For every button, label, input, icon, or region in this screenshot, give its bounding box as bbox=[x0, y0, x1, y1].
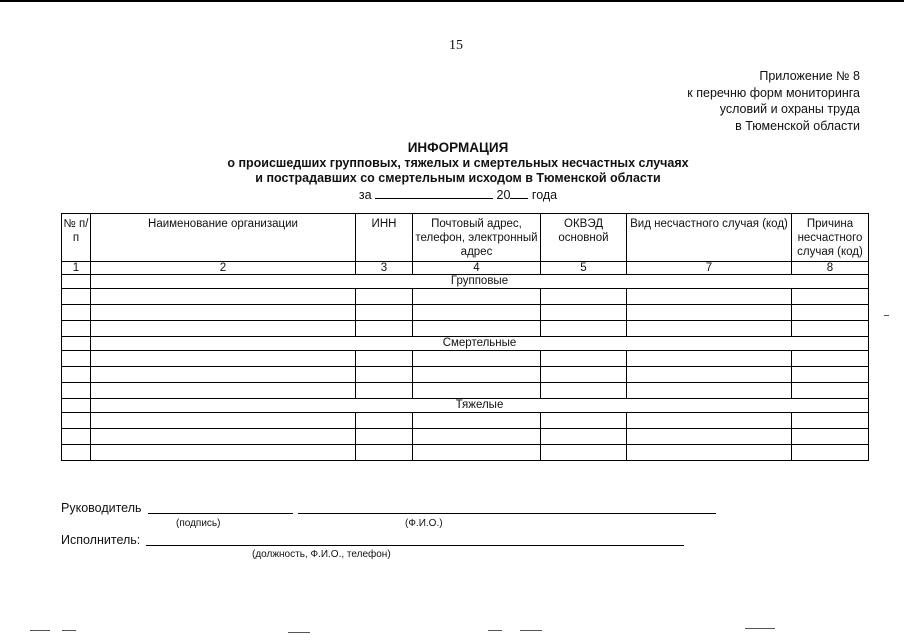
table-cell[interactable] bbox=[792, 367, 869, 383]
table-cell[interactable] bbox=[413, 289, 541, 305]
column-number: 4 bbox=[413, 262, 541, 275]
table-cell[interactable] bbox=[62, 413, 91, 429]
head-label: Руководитель bbox=[61, 501, 142, 515]
table-cell[interactable] bbox=[413, 413, 541, 429]
column-header-address: Почтовый адрес, телефон, электронный адрес bbox=[413, 214, 541, 262]
head-name-line[interactable] bbox=[298, 513, 716, 514]
column-header-accident-type: Вид несчастного случая (код) bbox=[627, 214, 792, 262]
table-cell[interactable] bbox=[91, 305, 356, 321]
table-cell[interactable] bbox=[627, 429, 792, 445]
table-cell[interactable] bbox=[792, 383, 869, 399]
table-cell[interactable] bbox=[541, 367, 627, 383]
table-cell[interactable] bbox=[541, 321, 627, 337]
scan-artifact bbox=[488, 630, 502, 631]
table-cell[interactable] bbox=[541, 383, 627, 399]
scan-artifact bbox=[884, 315, 889, 316]
column-number-row bbox=[62, 262, 869, 275]
table-cell[interactable] bbox=[356, 413, 413, 429]
table-row bbox=[62, 351, 869, 367]
table-cell[interactable] bbox=[91, 351, 356, 367]
table-cell[interactable] bbox=[91, 367, 356, 383]
table-cell[interactable] bbox=[62, 337, 91, 351]
table-cell[interactable] bbox=[541, 351, 627, 367]
table-cell[interactable] bbox=[356, 289, 413, 305]
column-number: 3 bbox=[356, 262, 413, 275]
table-cell[interactable] bbox=[356, 351, 413, 367]
reporting-period bbox=[200, 187, 716, 202]
table-cell[interactable] bbox=[62, 367, 91, 383]
page-number: 15 bbox=[449, 38, 463, 53]
table-cell[interactable] bbox=[91, 383, 356, 399]
table-cell[interactable] bbox=[792, 305, 869, 321]
section-label-severe: Тяжелые bbox=[91, 399, 869, 413]
table-row bbox=[62, 321, 869, 337]
table-cell[interactable] bbox=[413, 351, 541, 367]
table-cell[interactable] bbox=[627, 445, 792, 461]
table-cell[interactable] bbox=[62, 275, 91, 289]
table-cell[interactable] bbox=[413, 383, 541, 399]
table-row bbox=[62, 289, 869, 305]
table-cell[interactable] bbox=[356, 383, 413, 399]
table-cell[interactable] bbox=[627, 351, 792, 367]
scan-artifact bbox=[288, 632, 310, 633]
period-suffix: года bbox=[531, 188, 558, 202]
table-cell[interactable] bbox=[541, 413, 627, 429]
head-signature-caption: (подпись) bbox=[176, 518, 221, 529]
document-title: ИНФОРМАЦИЯ bbox=[407, 140, 509, 155]
column-number: 5 bbox=[541, 262, 627, 275]
executor-label: Исполнитель: bbox=[61, 533, 141, 547]
table-cell[interactable] bbox=[356, 367, 413, 383]
head-name-caption: (Ф.И.О.) bbox=[405, 518, 443, 529]
column-number: 8 bbox=[792, 262, 869, 275]
column-number: 7 bbox=[627, 262, 792, 275]
table-cell[interactable] bbox=[91, 413, 356, 429]
executor-line[interactable] bbox=[146, 545, 684, 546]
table-cell[interactable] bbox=[356, 321, 413, 337]
table-cell[interactable] bbox=[627, 305, 792, 321]
section-row-group bbox=[62, 275, 869, 289]
appendix-line: к перечню форм мониторинга bbox=[687, 85, 860, 100]
page-top-border bbox=[0, 0, 904, 2]
table-cell[interactable] bbox=[413, 321, 541, 337]
table-cell[interactable] bbox=[792, 429, 869, 445]
scan-artifact bbox=[520, 630, 542, 631]
table-cell[interactable] bbox=[792, 351, 869, 367]
period-prefix: за bbox=[358, 188, 372, 202]
table-cell[interactable] bbox=[541, 305, 627, 321]
table-cell[interactable] bbox=[627, 367, 792, 383]
column-header-number: № п/п bbox=[62, 214, 91, 262]
column-number: 2 bbox=[91, 262, 356, 275]
table-cell[interactable] bbox=[91, 321, 356, 337]
column-header-organization: Наименование организации bbox=[91, 214, 356, 262]
table-row bbox=[62, 413, 869, 429]
section-label-group: Групповые bbox=[91, 275, 869, 289]
table-cell[interactable] bbox=[792, 445, 869, 461]
section-label-fatal: Смертельные bbox=[91, 337, 869, 351]
section-row-fatal bbox=[62, 337, 869, 351]
table-cell[interactable] bbox=[413, 367, 541, 383]
period-blank-field[interactable] bbox=[375, 187, 493, 199]
table-cell[interactable] bbox=[792, 413, 869, 429]
head-signature-line[interactable] bbox=[148, 513, 293, 514]
scan-artifact bbox=[745, 628, 775, 629]
document-subtitle-line2: и пострадавших со смертельным исходом в Тюменской области bbox=[255, 171, 661, 185]
table-cell[interactable] bbox=[62, 321, 91, 337]
executor-caption: (должность, Ф.И.О., телефон) bbox=[252, 549, 391, 560]
appendix-line: в Тюменской области bbox=[735, 118, 860, 133]
table-cell[interactable] bbox=[62, 399, 91, 413]
column-header-okved: ОКВЭД основной bbox=[541, 214, 627, 262]
table-cell[interactable] bbox=[541, 429, 627, 445]
table-cell[interactable] bbox=[627, 289, 792, 305]
table-cell[interactable] bbox=[62, 289, 91, 305]
table-cell[interactable] bbox=[91, 429, 356, 445]
table-cell[interactable] bbox=[62, 351, 91, 367]
table-cell[interactable] bbox=[413, 429, 541, 445]
appendix-note bbox=[687, 68, 860, 134]
accident-report-table bbox=[61, 213, 869, 461]
column-header-inn: ИНН bbox=[356, 214, 413, 262]
table-cell[interactable] bbox=[356, 305, 413, 321]
scan-artifact bbox=[30, 630, 50, 631]
table-cell[interactable] bbox=[627, 413, 792, 429]
section-row-severe bbox=[62, 399, 869, 413]
appendix-line: Приложение № 8 bbox=[759, 69, 860, 83]
table-row bbox=[62, 445, 869, 461]
table-header-row bbox=[62, 214, 869, 262]
table-cell[interactable] bbox=[62, 445, 91, 461]
document-subtitle-line1: о происшедших групповых, тяжелых и смертельных несчастных случаях bbox=[227, 156, 689, 170]
appendix-line: условий и охраны труда bbox=[719, 102, 860, 116]
table-cell[interactable] bbox=[541, 289, 627, 305]
table-cell[interactable] bbox=[91, 289, 356, 305]
table-cell[interactable] bbox=[62, 305, 91, 321]
table-cell[interactable] bbox=[91, 445, 356, 461]
column-header-cause: Причина несчастного случая (код) bbox=[792, 214, 869, 262]
table-cell[interactable] bbox=[413, 445, 541, 461]
table-row bbox=[62, 383, 869, 399]
table-cell[interactable] bbox=[792, 289, 869, 305]
table-cell[interactable] bbox=[413, 305, 541, 321]
scan-artifact bbox=[62, 630, 76, 631]
table-cell[interactable] bbox=[627, 383, 792, 399]
table-row bbox=[62, 367, 869, 383]
table-cell[interactable] bbox=[541, 445, 627, 461]
table-cell[interactable] bbox=[356, 445, 413, 461]
table-cell[interactable] bbox=[627, 321, 792, 337]
table-cell[interactable] bbox=[792, 321, 869, 337]
table-row bbox=[62, 429, 869, 445]
table-row bbox=[62, 305, 869, 321]
table-cell[interactable] bbox=[356, 429, 413, 445]
table-cell[interactable] bbox=[62, 429, 91, 445]
period-year-prefix: 20 bbox=[496, 188, 511, 202]
year-blank-field[interactable] bbox=[510, 187, 528, 199]
table-cell[interactable] bbox=[62, 383, 91, 399]
column-number: 1 bbox=[62, 262, 91, 275]
